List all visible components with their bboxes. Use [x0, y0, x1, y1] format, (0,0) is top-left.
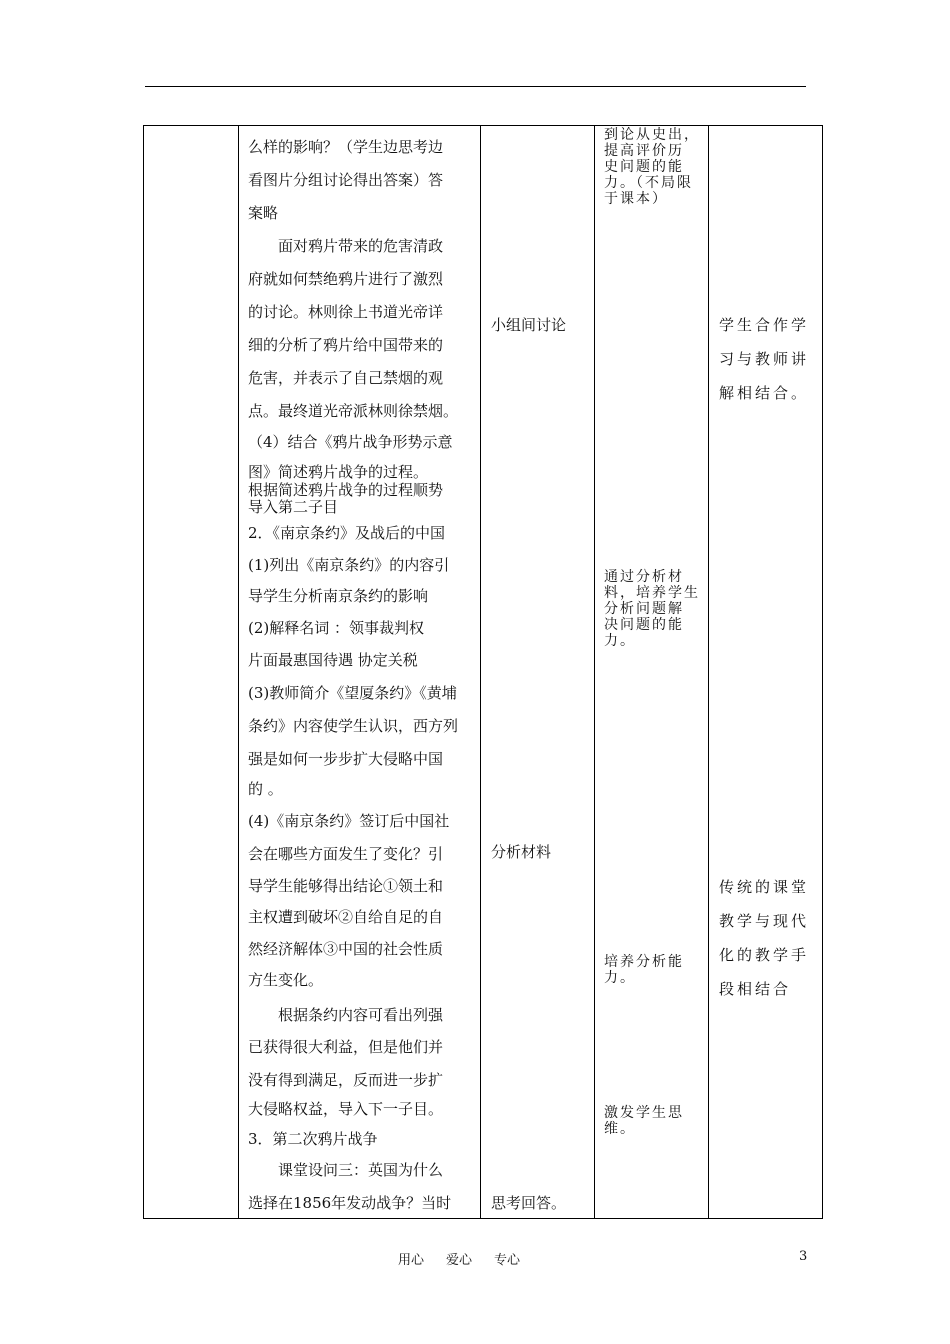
content-line: (2)解释名词 ：领事裁判权	[248, 619, 425, 637]
content-line: 细的分析了鸦片给中国带来的	[248, 336, 444, 354]
content-line: 会在哪些方面发生了变化？引	[248, 845, 444, 863]
intent-line: 决问题的能	[604, 617, 684, 633]
intent-line: 维。	[604, 1121, 636, 1137]
content-line: 没有得到满足，反而进一步扩	[248, 1071, 444, 1089]
content-line: 导入第二子目	[248, 498, 339, 516]
content-line: 么样的影响？（学生边思考边	[248, 138, 444, 156]
notes-cell	[709, 126, 823, 1219]
intent-line: 力。（不局限	[604, 175, 693, 191]
intent-line: 分析问题解	[604, 601, 684, 617]
content-line: 课堂设问三：英国为什么	[248, 1161, 444, 1179]
teaching-content-cell	[239, 126, 481, 1219]
page-number: 3	[799, 1249, 808, 1264]
content-line: 府就如何禁绝鸦片进行了激烈	[248, 270, 444, 288]
content-line: 点。最终道光帝派林则徐禁烟。	[248, 402, 459, 420]
content-line: 选择在1856年发动战争？当时	[248, 1194, 452, 1212]
note-line: 传统的课堂	[719, 878, 810, 896]
content-line: 条约》内容使学生认识，西方列	[248, 717, 459, 735]
intent-line: 培养分析能	[604, 954, 684, 970]
intent-line: 到论从史出，	[604, 127, 700, 143]
student-activity-cell	[481, 126, 595, 1219]
note-line: 教学与现代	[719, 912, 810, 930]
intent-line: 力。	[604, 633, 636, 649]
note-line: 段相结合	[719, 980, 792, 998]
content-line: 图》简述鸦片战争的过程。	[248, 463, 429, 481]
content-line: 面对鸦片带来的危害清政	[248, 237, 444, 255]
intent-line: 力。	[604, 970, 636, 986]
content-line: 然经济解体③中国的社会性质	[248, 940, 444, 958]
footer-word: 专心	[494, 1253, 521, 1268]
content-line: 的 。	[248, 780, 283, 798]
intent-line: 于课本）	[604, 191, 668, 207]
content-line: 已获得很大利益，但是他们并	[248, 1038, 444, 1056]
header-rule	[145, 86, 806, 87]
content-line: 3．第二次鸦片战争	[248, 1130, 378, 1148]
content-line: 看图片分组讨论得出答案）答	[248, 171, 444, 189]
method-line: 分析材料	[491, 843, 552, 861]
content-line: 根据条约内容可看出列强	[248, 1006, 444, 1024]
intent-line: 通过分析材	[604, 569, 684, 585]
intent-line: 激发学生思	[604, 1105, 684, 1121]
content-line: 大侵略权益，导入下一子目。	[248, 1100, 444, 1118]
content-line: 2．《南京条约》及战后的中国	[248, 524, 446, 542]
content-line: 危害，并表示了自己禁烟的观	[248, 369, 444, 387]
footer-word: 爱心	[446, 1253, 473, 1268]
design-intent-cell	[595, 126, 709, 1219]
intent-line: 料，培养学生	[604, 585, 700, 601]
content-line: 导学生分析南京条约的影响	[248, 587, 429, 605]
content-line: 的讨论。林则徐上书道光帝详	[248, 303, 444, 321]
note-line: 解相结合。	[719, 384, 810, 402]
content-line: (4)《南京条约》签订后中国社	[248, 812, 450, 830]
intent-line: 史问题的能	[604, 159, 684, 175]
intent-line: 提高评价历	[604, 143, 684, 159]
content-line: 方生变化。	[248, 971, 324, 989]
note-line: 学生合作学	[719, 316, 810, 334]
content-line: (1)列出《南京条约》的内容引	[248, 556, 450, 574]
method-line: 小组间讨论	[491, 316, 567, 334]
content-line: 片面最惠国待遇 协定关税	[248, 651, 418, 669]
content-line: 主权遭到破坏②自给自足的自	[248, 908, 444, 926]
content-line: （4）结合《鸦片战争形势示意	[248, 433, 453, 451]
blank-column-cell	[144, 126, 239, 1219]
content-line: 导学生能够得出结论①领土和	[248, 877, 444, 895]
note-line: 化的教学手	[719, 946, 810, 964]
content-line: 根据简述鸦片战争的过程顺势	[248, 481, 444, 499]
content-line: 强是如何一步步扩大侵略中国	[248, 750, 444, 768]
lesson-plan-table	[143, 125, 823, 1219]
footer-word: 用心	[398, 1253, 425, 1268]
content-line: (3)教师简介《望厦条约》《黄埔	[248, 684, 457, 702]
method-line: 思考回答。	[491, 1194, 567, 1212]
footer-motto	[398, 1249, 520, 1268]
content-line: 案略	[248, 204, 279, 222]
note-line: 习与教师讲	[719, 350, 810, 368]
